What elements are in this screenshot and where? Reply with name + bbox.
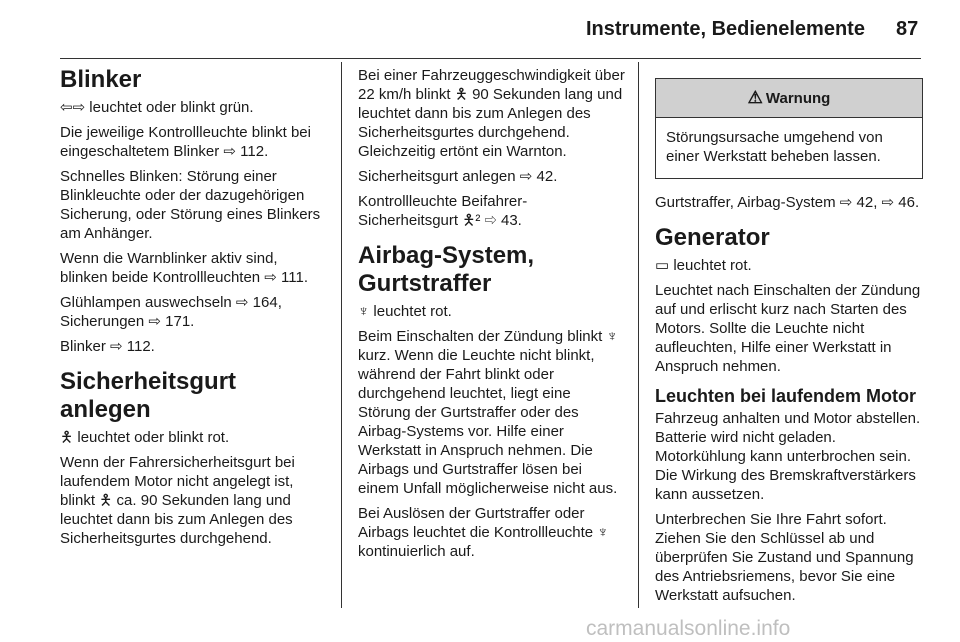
- column-1: [60, 66, 328, 554]
- blinker-paragraph-3: Schnelles Blinken: Störung einer Blinkleuchte oder der dazugehörigen Sicherung, oder Störung eines Blinkers am Anhänger.: [60, 168, 321, 242]
- blinker-paragraph-6: Blinker ⇨ 112.: [60, 338, 155, 355]
- column-3: [655, 76, 923, 611]
- seatbelt-paragraph-3: Bei einer Fahrzeuggeschwindigkeit über 22 km/h blinkt 🯅 90 Sekunden lang und leuchtet dann bis zum Anlegen des Sicherheitsgurtes durchgehend. Gleichzeitig ertönt ein Warnton.: [358, 67, 625, 160]
- generator-paragraph-1: ▭ leuchtet rot.: [655, 257, 752, 274]
- section-title-airbag: [358, 242, 625, 298]
- passenger-seatbelt-paragraph: Kontrollleuchte Beifahrer-Sicherheitsgurt 🯅² ⇨ 43.: [358, 193, 528, 229]
- warning-header: [656, 79, 922, 118]
- airbag-title-line-1: Airbag-System,: [358, 242, 535, 269]
- blinker-paragraph-4: Wenn die Warnblinker aktiv sind, blinken beide Kontrollleuchten ⇨ 111.: [60, 250, 309, 286]
- motor-paragraph-2: Unterbrechen Sie Ihre Fahrt sofort. Ziehen Sie den Schlüssel ab und überprüfen Sie Zustand und Spannung des Antriebsriemens, bevor Sie eine Werkstatt aufsuchen.: [655, 511, 914, 604]
- column-divider-1: [341, 62, 342, 608]
- section-title-generator: Generator: [655, 224, 770, 251]
- warning-triangle-icon: ⚠: [747, 88, 763, 107]
- seatbelt-reference: Sicherheitsgurt anlegen ⇨ 42.: [358, 168, 558, 185]
- blinker-paragraph-1: ⇦⇨ leuchtet oder blinkt grün.: [60, 99, 254, 116]
- watermark: carmanualsonline.info: [586, 617, 791, 640]
- blinker-paragraph-5: Glühlampen auswechseln ⇨ 164, Sicherungen ⇨ 171.: [60, 294, 282, 330]
- page-header: [0, 0, 960, 58]
- section-title-seatbelt: Sicherheitsgurt anlegen: [60, 368, 237, 423]
- generator-paragraph-2: Leuchtet nach Einschalten der Zündung auf und erlischt kurz nach Starten des Motors. Sollte die Leuchte nicht aufleuchten, Hilfe einer Werkstatt in Anspruch nehmen.: [655, 282, 921, 375]
- section-title-blinker: Blinker: [60, 66, 142, 93]
- seatbelt-paragraph-2: Wenn der Fahrersicherheitsgurt bei laufendem Motor nicht angelegt ist, blinkt 🯅 ca. 90 Sekunden lang und leuchtet dann bis zum Anlegen des Sicherheitsgurtes durchgehend.: [60, 454, 295, 547]
- airbag-paragraph-2: Beim Einschalten der Zündung blinkt ♆ kurz. Wenn die Leuchte nicht blinkt, während der Fahrt blinkt oder durchgehend leuchtet, liegt eine Störung der Gurtstraffer oder des Airbag-Systems vor. Hilfe einer Werkstatt in Anspruch nehmen. Die Airbags und Gurtstraffer lösen bei einem Unfall möglicherweise nicht aus.: [358, 328, 618, 497]
- column-2: [358, 66, 625, 567]
- warning-title: Warnung: [765, 89, 831, 107]
- blinker-paragraph-2: Die jeweilige Kontrollleuchte blinkt bei eingeschaltetem Blinker ⇨ 112.: [60, 124, 311, 160]
- airbag-title-line-2: Gurtstraffer: [358, 270, 492, 297]
- column-divider-2: [638, 62, 639, 608]
- header-title: Instrumente, Bedienelemente: [586, 18, 865, 40]
- warning-box: [655, 78, 923, 179]
- motor-paragraph-1: Fahrzeug anhalten und Motor abstellen. Batterie wird nicht geladen. Motorkühlung kann unterbrochen sein. Die Wirkung des Bremskraftverstärkers kann aussetzen.: [655, 410, 921, 503]
- warning-text: Störungsursache umgehend von einer Werkstatt beheben lassen.: [666, 129, 883, 165]
- seatbelt-paragraph-1: 🯅 leuchtet oder blinkt rot.: [60, 429, 230, 446]
- airbag-paragraph-3: Bei Auslösen der Gurtstraffer oder Airbags leuchtet die Kontrollleuchte ♆ kontinuierlich auf.: [358, 505, 609, 560]
- airbag-paragraph-1: ♆ leuchtet rot.: [358, 303, 452, 320]
- page-number: 87: [896, 18, 919, 40]
- header-rule: [60, 58, 921, 59]
- airbag-reference: Gurtstraffer, Airbag-System ⇨ 42, ⇨ 46.: [655, 194, 920, 211]
- subsection-title-motor: Leuchten bei laufendem Motor: [655, 386, 917, 406]
